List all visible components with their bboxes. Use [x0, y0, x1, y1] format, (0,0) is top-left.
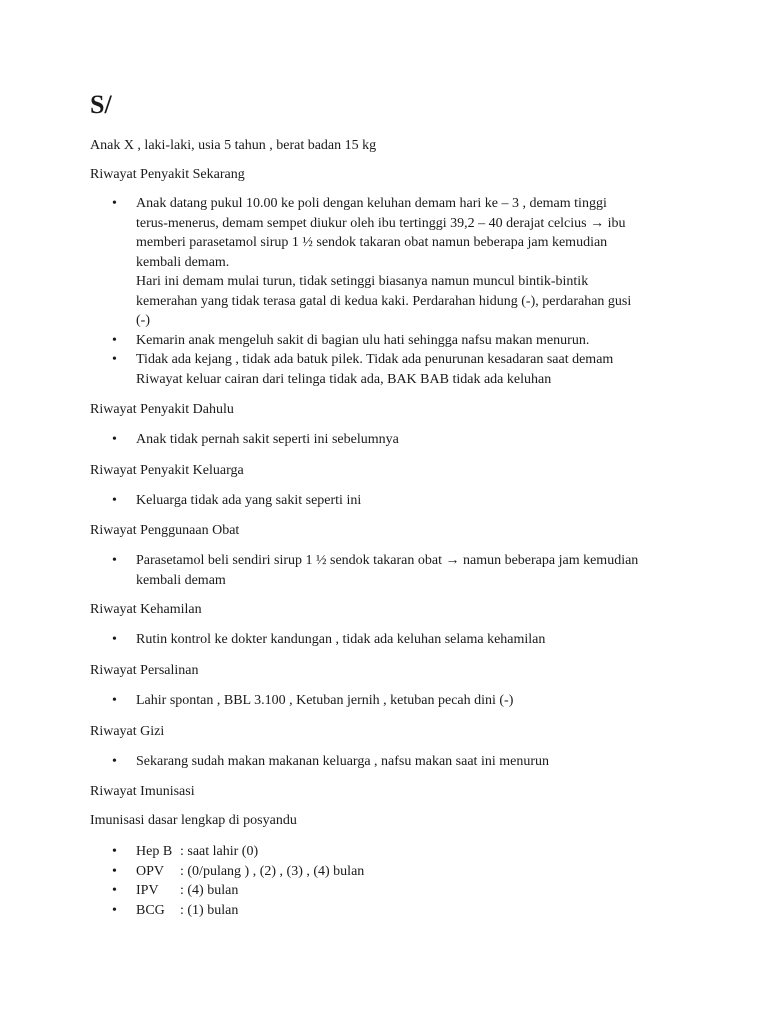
vaccine-name: BCG: [136, 902, 165, 918]
kehamilan-title: Riwayat Kehamilan: [90, 602, 202, 617]
rpk-list: [90, 491, 690, 511]
vaccine-name: Hep B: [136, 844, 173, 859]
vaccine-schedule: : (0/pulang ) , (2) , (3) , (4) bulan: [180, 863, 365, 879]
patient-intro: Anak X , laki-laki, usia 5 tahun , berat badan 15 kg: [90, 138, 377, 153]
rps-list: [90, 194, 690, 389]
persalinan-list: [90, 691, 690, 711]
rpd-title: Riwayat Penyakit Dahulu: [90, 402, 234, 417]
list-item: • Parasetamol beli sendiri sirup 1 ½ sendok takaran obat → namun beberapa jam kemudian kembali demam: [90, 551, 690, 590]
vaccine-schedule: : (1) bulan: [180, 902, 239, 918]
gizi-list: [90, 752, 690, 772]
imunisasi-title: Riwayat Imunisasi: [90, 784, 195, 799]
rpo-list: [90, 551, 690, 590]
rps-title: Riwayat Penyakit Sekarang: [90, 167, 245, 182]
imunisasi-subtitle: Imunisasi dasar lengkap di posyandu: [90, 813, 297, 828]
rpo-title: Riwayat Penggunaan Obat: [90, 523, 240, 538]
list-item: • Lahir spontan , BBL 3.100 , Ketuban jernih , ketuban pecah dini (-): [90, 691, 690, 711]
list-item: [90, 901, 690, 921]
list-item: • Sekarang sudah makan makanan keluarga , nafsu makan saat ini menurun: [90, 752, 690, 772]
list-item: • Tidak ada kejang , tidak ada batuk pilek. Tidak ada penurunan kesadaran saat demam Riwayat keluar cairan dari telinga tidak ada, BAK BAB tidak ada keluhan: [90, 350, 690, 389]
rpk-title: Riwayat Penyakit Keluarga: [90, 463, 244, 478]
gizi-title: Riwayat Gizi: [90, 724, 165, 739]
list-item: • Anak tidak pernah sakit seperti ini sebelumnya: [90, 430, 690, 450]
section-heading: S/: [90, 90, 112, 119]
list-item: • Keluarga tidak ada yang sakit seperti ini: [90, 491, 690, 511]
list-item: [90, 842, 690, 862]
persalinan-title: Riwayat Persalinan: [90, 663, 199, 678]
rpd-list: [90, 430, 690, 450]
kehamilan-list: [90, 630, 690, 650]
imunisasi-list: [90, 842, 690, 920]
list-item: [90, 881, 690, 901]
list-item: • Kemarin anak mengeluh sakit di bagian ulu hati sehingga nafsu makan menurun.: [90, 331, 690, 351]
vaccine-name: OPV: [136, 863, 165, 879]
vaccine-name: IPV: [136, 883, 159, 898]
list-item: • Anak datang pukul 10.00 ke poli dengan keluhan demam hari ke – 3 , demam tinggi terus-menerus, demam sempet diukur oleh ibu tertinggi 39,2 – 40 derajat celcius → ibu memberi parasetamol sirup 1 ½ sendok takaran obat namun beberapa jam kemudian kembali demam. Hari ini demam mulai turun, tidak setinggi biasanya namun muncul bintik-bintik kemerahan yang tidak terasa gatal di kedua kaki. Perdarahan hidung (-), perdarahan gusi (-): [90, 194, 690, 331]
vaccine-schedule: : saat lahir (0): [180, 844, 259, 859]
list-item: • Rutin kontrol ke dokter kandungan , tidak ada keluhan selama kehamilan: [90, 630, 690, 650]
vaccine-schedule: : (4) bulan: [180, 883, 239, 898]
list-item: [90, 862, 690, 882]
